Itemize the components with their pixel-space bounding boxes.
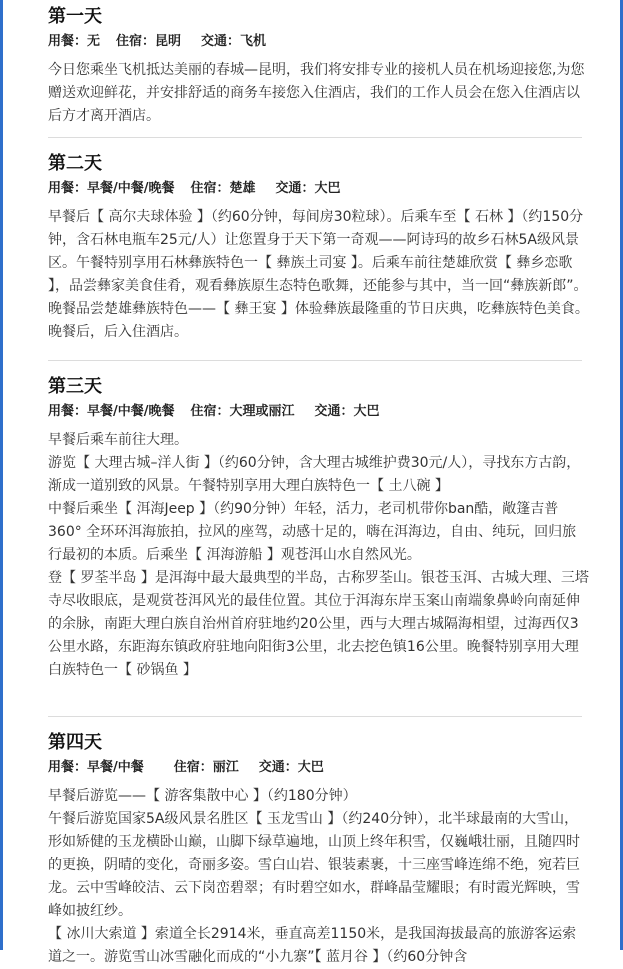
day-1-stay: 住宿：昆明 <box>116 34 182 49</box>
day-1-meals: 用餐：无 <box>48 34 101 49</box>
day-2-meals: 用餐：早餐/中餐/晚餐 <box>48 181 175 196</box>
day-4-meta <box>48 759 590 777</box>
day-2-body <box>48 206 590 344</box>
left-edge-bar <box>0 0 3 950</box>
day-1-section <box>48 5 590 128</box>
day-3-body <box>48 429 590 682</box>
day-3-paragraph-2: 游览【 大理古城–洋人街 】（约60分钟，含大理古城维护费30元/人），寻找东方古韵，渐成一道别致的风景。午餐特别享用大理白族特色一【 土八碗 】 <box>48 455 581 494</box>
day-4-paragraph-3: 【 冰川大索道 】索道全长2914米，垂直高差1150米，是我国海拔最高的旅游客运索道之一。游览雪山冰雪融化而成的“小九寨”【 蓝月谷 】（约60分钟含 <box>48 926 577 965</box>
itinerary-page <box>48 0 590 969</box>
day-4-body <box>48 785 590 969</box>
day-3-title: 第三天 <box>48 376 102 397</box>
day-3-stay: 住宿：大理或丽江 <box>190 404 295 419</box>
day-3-paragraph-3: 中餐后乘坐【 洱海Jeep 】（约90分钟）年轻，活力，老司机带你ban酷，敞篷吉普360° 全环环洱海旅拍，拉风的座驾，动感十足的，嗨在洱海边，自由、纯玩，回归旅行最初的本质。后乘坐【 洱海游船 】观苍洱山水自然风光。 <box>48 501 577 563</box>
day-3-paragraph-4: 登【 罗荃半岛 】是洱海中最大最典型的半岛，古称罗荃山。银苍玉洱、古城大理、三塔寺尽收眼底，是观赏苍洱风光的最佳位置。其位于洱海东岸玉案山南端象鼻岭向南延伸的余脉，南距大理白族自治州首府驻地约20公里，西与大理古城隔海相望，过海西仅3公里水路，东距海东镇政府驻地向阳街3公里，北去挖色镇16公里。晚餐特别享用大理白族特色一【 砂锅鱼 】 <box>48 570 589 678</box>
day-2-paragraph: 早餐后【 高尔夫球体验 】（约60分钟，每间房30粒球）。后乘车至【 石林 】（约150分钟，含石林电瓶车25元/人）让您置身于天下第一奇观——阿诗玛的故乡石林5A级风景区。午餐特别享用石林彝族特色一【 彝族土司宴 】。后乘车前往楚雄欣赏【 彝乡恋歌 】，品尝彝家美食佳肴，观看彝族原生态特色歌舞，还能参与其中，当一回“彝族新郎”。晚餐品尝楚雄彝族特色——【 彝王宴 】体验彝族最隆重的节日庆典，吃彝族特色美食。晚餐后，后入住酒店。 <box>48 209 589 340</box>
day-2-meta <box>48 180 590 198</box>
day-3-paragraph-1: 早餐后乘车前往大理。 <box>48 432 188 448</box>
day-1-meta <box>48 33 590 51</box>
day-4-transport: 交通：大巴 <box>258 760 324 775</box>
day-4-stay: 住宿：丽江 <box>173 760 239 775</box>
day-2-transport: 交通：大巴 <box>275 181 341 196</box>
day-2-stay: 住宿：楚雄 <box>190 181 256 196</box>
divider <box>48 137 582 138</box>
divider <box>48 360 582 361</box>
divider <box>48 716 582 717</box>
day-1-transport: 交通：飞机 <box>201 34 267 49</box>
day-3-meals: 用餐：早餐/中餐/晚餐 <box>48 404 175 419</box>
day-4-title: 第四天 <box>48 732 102 753</box>
day-4-meals: 用餐：早餐/中餐 <box>48 760 144 775</box>
day-1-paragraph: 今日您乘坐飞机抵达美丽的春城—昆明，我们将安排专业的接机人员在机场迎接您,为您赠送欢迎鲜花，并安排舒适的商务车接您入住酒店，我们的工作人员会在您入住酒店以后方才离开酒店。 <box>48 62 585 124</box>
day-2-title: 第二天 <box>48 153 102 174</box>
day-4-section <box>48 731 590 969</box>
day-4-paragraph-1: 早餐后游览——【 游客集散中心 】（约180分钟） <box>48 788 357 804</box>
day-4-paragraph-2: 午餐后游览国家5A级风景名胜区【 玉龙雪山 】（约240分钟），北半球最南的大雪山，形如矫健的玉龙横卧山巅，山脚下绿草遍地，山顶上终年积雪，仅巍峨壮丽，且随四时的更换，阴晴的变化，奇丽多姿。雪白山岩、银装素裹，十三座雪峰连绵不绝，宛若巨龙。云中雪峰皎洁、云下岗峦碧翠；有时碧空如水，群峰晶莹耀眼；有时霞光辉映，雪峰如披红纱。 <box>48 811 580 919</box>
day-3-transport: 交通：大巴 <box>314 404 380 419</box>
day-2-section <box>48 152 590 344</box>
day-1-title: 第一天 <box>48 6 102 27</box>
day-3-section <box>48 375 590 682</box>
day-1-body <box>48 59 590 128</box>
day-3-meta <box>48 403 590 421</box>
